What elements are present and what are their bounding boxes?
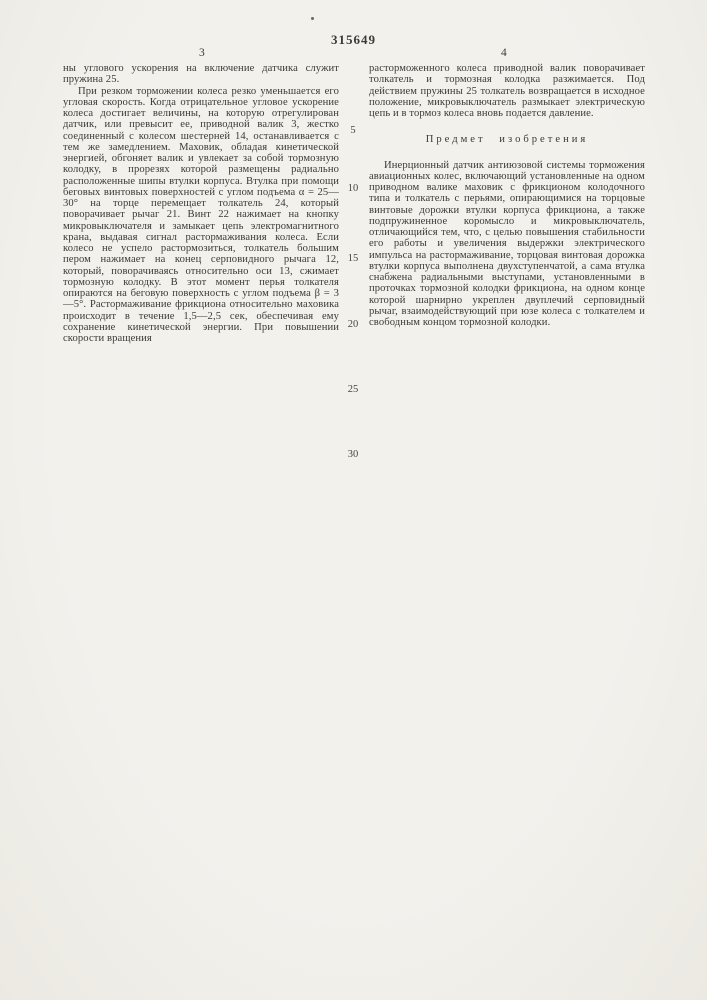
section-heading-subject-of-invention: Предмет изобретения <box>425 134 589 146</box>
gutter-line-number: 5 <box>350 125 356 136</box>
gutter-line-number: 15 <box>347 253 359 264</box>
left-column-paragraph: При резком торможении колеса резко уменьшается его угловая скорость. Когда отрицательное угловое ускорение колеса достигает величины, на которую отрегулирован датчик, или превысит ее, приводной валик 3, жестко соединенный с колесом шестерней 14, останавливается с тем же замедлением. Маховик, обладая кинетической энергией, обгоняет валик и увлекает за собой тормозную колодку, в прорезях которой размещены радиально расположенные шипы втулки корпуса. Втулка при помощи беговых винтовых поверхностей с углом подъема α = 25—30° на торце перемещает толкатель 24, который поворачивает рычаг 21. Винт 22 нажимает на кнопку микровыключателя и замыкает цепь электромагнитного крана, выдавая сигнал растормаживания колеса. Если колесо не успело растормозиться, толкатель большим пером нажимает на конец серповидного рычага 12, который, поворачиваясь относительно оси 13, сжимает тормозную колодку. В этот момент перья толкателя опираются на беговую поверхность с углом подъема β = 3—5°. Растормаживание фрикциона относительно маховика происходит в течение 1,5—2,5 сек, обеспечивая ему сохранение кинетической энергии. При повышении скорости вращения <box>63 85 339 344</box>
gutter-line-number: 25 <box>347 384 359 395</box>
page-number-left: 3 <box>199 47 205 59</box>
gutter-line-number: 30 <box>347 449 359 460</box>
left-column-paragraph-continuation: ны углового ускорения на включение датчика служит пружина 25. <box>63 63 339 86</box>
patent-number: 315649 <box>331 32 376 47</box>
left-column <box>63 63 339 344</box>
page-number-right: 4 <box>501 47 507 59</box>
gutter-line-number: 10 <box>347 183 359 194</box>
right-column-paragraph-continuation: расторможенного колеса приводной валик поворачивает толкатель и тормозная колодка разжимается. Под действием пружины 25 толкатель возвращается в исходное положение, микровыключатель размыкает электрическую цепь и в тормоз колеса вновь подается давление. <box>369 63 645 119</box>
gutter-line-number: 20 <box>347 319 359 330</box>
text-columns <box>63 63 645 344</box>
right-column <box>369 63 645 344</box>
scan-artifact <box>311 17 314 20</box>
right-column-claim-paragraph: Инерционный датчик антиюзовой системы торможения авиационных колес, включающий установленные на одном приводном валике маховик с фрикционом колодочного типа и толкатель с перьями, опирающимися на торцовые винтовые дорожки втулки корпуса фрикциона, а также подпружиненное коромысло и микровыключатель, отличающийся тем, что, с целью повышения стабильности его работы и увеличения выдержки электрического импульса на растормаживание, торцовая винтовая дорожка втулки корпуса выполнена двухступенчатой, а сама втулка снабжена радиальными выступами, установленными в проточках тормозной колодки фрикциона, на одном конце которой шарнирно укреплен двуплечий серповидный рычаг, взаимодействующий при юзе колеса с толкателем и свободным концом тормозной колодки. <box>369 159 645 328</box>
